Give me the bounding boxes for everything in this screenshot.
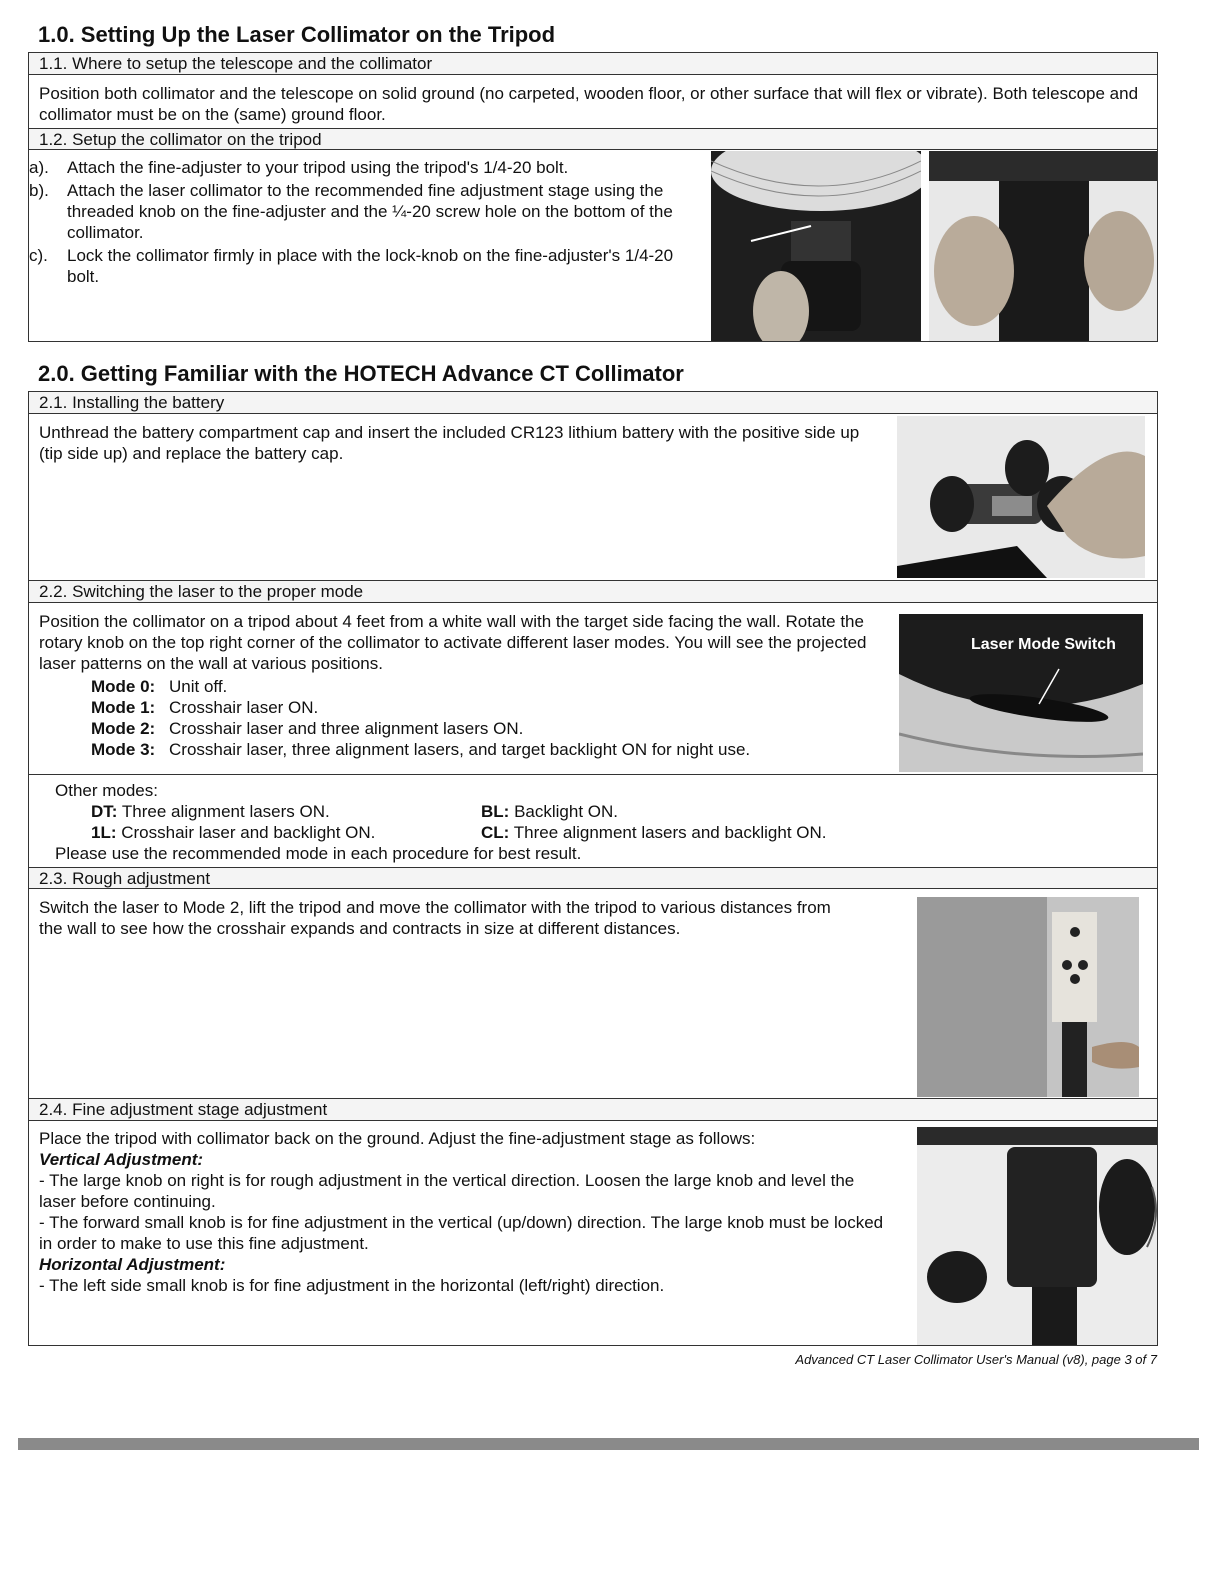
horizontal-adjustment-heading: Horizontal Adjustment: [39,1255,226,1274]
vertical-adjustment-text-1: - The large knob on right is for rough adjustment in the vertical direction. Loosen the large knob and level the laser before continuing. [39,1171,855,1211]
mode-list [91,676,750,760]
list-item: Mode 1: Crosshair laser ON. [91,698,319,717]
laser-mode-switch-photo [899,614,1143,772]
divider [29,774,1157,775]
horizontal-adjustment-text-1: - The left side small knob is for fine adjustment in the horizontal (left/right) direction. [39,1276,665,1295]
fine-adjuster-photo [711,151,921,341]
subsection-1-1-heading: 1.1. Where to setup the telescope and the collimator [29,53,1157,75]
list-item: Mode 2: Crosshair laser and three alignment lasers ON. [91,719,524,738]
tripod-wall-photo [917,897,1139,1097]
photo-caption: Laser Mode Switch [971,636,1116,653]
list-item: a). Attach the fine-adjuster to your tripod using the tripod's 1/4-20 bolt. [29,158,569,177]
subsection-2-4-body [39,1128,889,1296]
section-2-title: 2.0. Getting Familiar with the HOTECH Advance CT Collimator [38,361,684,386]
section-2-box [28,391,1158,1346]
other-modes-heading: Other modes: [55,781,158,800]
list-item: 1L: Crosshair laser and backlight ON. CL: Three alignment lasers and backlight ON. [91,823,827,842]
subsection-2-1-body: Unthread the battery compartment cap and insert the included CR123 lithium battery with the positive side up (tip side up) and replace the battery cap. [39,423,860,463]
fine-adjustment-stage-photo [917,1127,1157,1345]
list-item: c). Lock the collimator firmly in place with the lock-knob on the fine-adjuster's 1/4-20 bolt. [29,246,674,286]
list-item: Mode 0: Unit off. [91,677,228,696]
section-1-title: 1.0. Setting Up the Laser Collimator on the Tripod [38,22,556,47]
subsection-2-3-heading: 2.3. Rough adjustment [29,867,1157,889]
section-1-box [28,52,1158,342]
subsection-1-2-steps [29,157,689,289]
subsection-2-4-heading: 2.4. Fine adjustment stage adjustment [29,1099,1157,1121]
subsection-2-3-body: Switch the laser to Mode 2, lift the tripod and move the collimator with the tripod to various distances from the wall to see how the crosshair expands and contracts in size at different distances. [39,898,831,938]
subsection-1-1-body: Position both collimator and the telescope on solid ground (no carpeted, wooden floor, or other surface that will flex or vibrate). Both telescope and collimator must be on the (same) ground floor. [39,84,1139,124]
page-footer: Advanced CT Laser Collimator User's Manual (v8), page 3 of 7 [795,1352,1157,1367]
subsection-2-2-body: Position the collimator on a tripod about 4 feet from a white wall with the target side facing the wall. Rotate the rotary knob on the top right corner of the collimator to activate different laser modes. You will see the projected laser patterns on the wall at various positions. [39,612,867,673]
list-item: b). Attach the laser collimator to the recommended fine adjustment stage using the threaded knob on the fine-adjuster and the ¼-20 screw hole on the bottom of the collimator. [29,181,673,242]
vertical-adjustment-text-2: - The forward small knob is for fine adjustment in the vertical (up/down) direction. The large knob must be locked in order to make to use this fine adjustment. [39,1213,884,1253]
subsection-2-4-intro: Place the tripod with collimator back on the ground. Adjust the fine-adjustment stage as follows: [39,1129,756,1148]
scan-bar [18,1438,1199,1450]
other-modes-grid [91,801,891,843]
battery-photo [897,416,1145,578]
other-modes-note: Please use the recommended mode in each procedure for best result. [55,844,582,863]
subsection-1-2-heading: 1.2. Setup the collimator on the tripod [29,128,1157,150]
list-item: DT: Three alignment lasers ON. BL: Backlight ON. [91,802,618,821]
subsection-2-2-heading: 2.2. Switching the laser to the proper mode [29,581,1157,603]
list-item: Mode 3: Crosshair laser, three alignment lasers, and target backlight ON for night use. [91,740,751,759]
collimator-stage-photo [929,151,1157,341]
subsection-2-1-heading: 2.1. Installing the battery [29,392,1157,414]
vertical-adjustment-heading: Vertical Adjustment: [39,1150,204,1169]
